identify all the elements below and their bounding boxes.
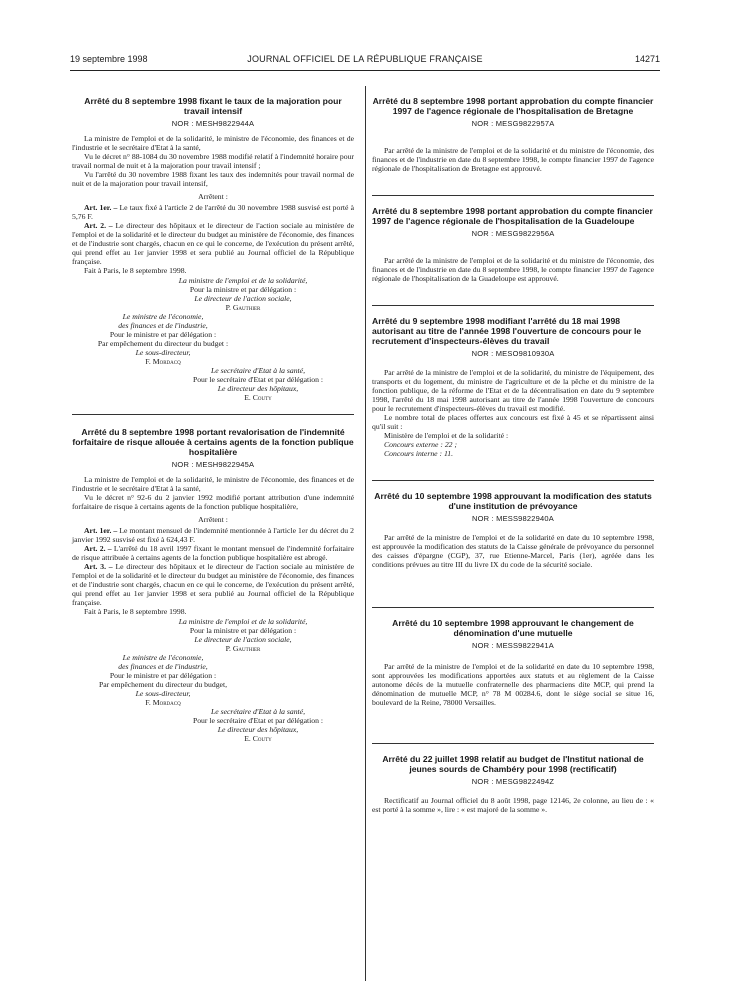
column-divider: [365, 86, 366, 981]
article-separator: [372, 305, 654, 306]
right-column: [372, 96, 654, 814]
signature-line: La ministre de l'emploi et de la solidarité,: [178, 617, 308, 626]
nor-reference: NOR : MESH9822944A: [171, 119, 255, 128]
article-2: [72, 221, 354, 266]
paragraph: Par arrêté de la ministre de l'emploi et de la solidarité en date du 10 septembre 1998, est approuvée la modification des statuts de la Caisse générale de prévoyance du personnel des caisses d'épargne (CGP), 37, rue Etienne-Marcel, Paris (1er), agréée dans les conditions prévues au titre III du livre IX du code de la sécurité sociale.: [372, 533, 654, 569]
article-indemnite-risque: [72, 427, 354, 743]
article-denomination-mutuelle: [372, 618, 654, 707]
signature-line: Le sous-directeur,: [135, 348, 191, 357]
article-institution-prevoyance: [372, 491, 654, 569]
signature-line: Le directeur des hôpitaux,: [217, 725, 299, 734]
paragraph: Par arrêté de la ministre de l'emploi et de la solidarité et du ministre de l'économie, des finances et de l'industrie en date du 8 septembre 1998, le compte financier 1997 de l'agence régionale de l'hospitalisation de Bretagne est approuvé.: [372, 146, 654, 173]
article-title: Arrêté du 22 juillet 1998 relatif au budget de l'Institut national de jeunes sourds de Chambéry pour 1998 (rectificatif): [382, 754, 644, 774]
article-text: Le taux fixé à l'article 2 de l'arrêté du 30 novembre 1988 susvisé est porté à 5,76 F.: [72, 203, 354, 221]
article-separator: [72, 414, 354, 415]
paragraph: Vu l'arrêté du 30 novembre 1988 fixant les taux des indemnités pour travail normal de nuit et de la majoration pour travail intensif,: [72, 170, 354, 188]
header-rule: [70, 70, 660, 71]
article-label: Art. 2. –: [84, 544, 112, 553]
fait-a-paris: Fait à Paris, le 8 septembre 1998.: [84, 266, 187, 275]
signature-line: La ministre de l'emploi et de la solidarité,: [178, 276, 308, 285]
nor-reference: NOR : MESH9822945A: [171, 460, 255, 469]
nor-reference: NOR : MESO9810930A: [471, 349, 555, 358]
article-institut-jeunes-sourds: [372, 754, 654, 814]
signature-line: Par empêchement du directeur du budget,: [98, 680, 228, 689]
arretent-label: Arrêtent :: [198, 515, 228, 524]
signature-line: Le secrétaire d'Etat à la santé,: [210, 707, 306, 716]
signatory-name: P. Gauthier: [225, 644, 261, 653]
article-title: Arrêté du 8 septembre 1998 portant approbation du compte financier 1997 de l'agence régionale de l'hospitalisation de la Guadeloupe: [372, 206, 653, 226]
left-column: [72, 96, 354, 743]
paragraph: Vu le décret n° 88-1084 du 30 novembre 1988 modifié relatif à l'indemnité horaire pour travail normal de nuit et à la majoration pour travail intensif ;: [72, 152, 354, 170]
signature-line: Pour le ministre et par délégation :: [109, 671, 217, 680]
paragraph: Par arrêté de la ministre de l'emploi et de la solidarité, du ministre de l'équipement, des transports et du logement, du ministre de l'agriculture et de la pêche et du ministre de la fonction publique, de la réforme de l'Etat et de la décentralisation en date du 9 septembre 1998, l'arrêté du 18 mai 1998 autorisant au titre de l'année 1998 l'ouverture de concours pour le recrutement d'inspecteurs-élèves du travail est modifié.: [372, 368, 654, 413]
article-title: Arrêté du 9 septembre 1998 modifiant l'arrêté du 18 mai 1998 autorisant au titre de l'année 1998 l'ouverture de concours pour le recrutement d'inspecteurs-élèves du travail: [372, 316, 642, 346]
article-label: Art. 2. –: [84, 221, 113, 230]
signatory-name: F. Mordacq: [145, 357, 181, 366]
paragraph: Concours interne : 11.: [384, 449, 454, 458]
nor-reference: NOR : MESS9822940A: [472, 514, 554, 523]
nor-reference: NOR : MESG9822956A: [471, 229, 555, 238]
article-separator: [372, 195, 654, 196]
paragraph: Le nombre total de places offertes aux concours est fixé à 45 et se répartissent ainsi qu'il suit :: [372, 413, 654, 431]
article-label: Art. 3. –: [84, 562, 113, 571]
header-journal-title: JOURNAL OFFICIEL DE LA RÉPUBLIQUE FRANÇAISE: [247, 54, 483, 64]
article-text: Le montant mensuel de l'indemnité mentionnée à l'article 1er du décret du 2 janvier 1992 susvisé est fixé à 624,43 F.: [72, 526, 354, 544]
article-concours-inspecteurs: [372, 316, 654, 458]
fait-a-paris: Fait à Paris, le 8 septembre 1998.: [84, 607, 187, 616]
article-separator: [372, 480, 654, 481]
signature-line: Le sous-directeur,: [135, 689, 191, 698]
nor-reference: NOR : MESG9822957A: [471, 119, 555, 128]
article-3: [72, 562, 354, 607]
signatory-name: P. Gauthier: [225, 303, 261, 312]
article-1: [72, 203, 354, 221]
article-separator: [372, 743, 654, 744]
signature-line: Le ministre de l'économie,: [122, 653, 204, 662]
header-page-number: 14271: [634, 54, 660, 64]
signature-line: des finances et de l'industrie,: [118, 321, 208, 330]
signature-line: Le directeur de l'action sociale,: [194, 294, 292, 303]
article-title: Arrêté du 8 septembre 1998 portant revalorisation de l'indemnité forfaitaire de risque allouée à certains agents de la fonction publique hospitalière: [72, 427, 354, 457]
article-1: [72, 526, 354, 544]
signatory-name: E. Couty: [244, 734, 272, 743]
signatory-name: F. Mordacq: [145, 698, 181, 707]
header-date: 19 septembre 1998: [70, 54, 148, 64]
article-compte-financier-guadeloupe: [372, 206, 654, 283]
signatures: [72, 276, 354, 402]
article-majoration-travail-intensif: [72, 96, 354, 402]
paragraph: La ministre de l'emploi et de la solidarité, le ministre de l'économie, des finances et de l'industrie et le secrétaire d'Etat à la santé,: [72, 475, 354, 493]
arretent-label: Arrêtent :: [198, 192, 228, 201]
article-title: Arrêté du 10 septembre 1998 approuvant le changement de dénomination d'une mutuelle: [392, 618, 634, 638]
signatures: [72, 617, 354, 743]
signature-line: Le ministre de l'économie,: [122, 312, 204, 321]
article-label: Art. 1er. –: [84, 203, 118, 212]
paragraph: Concours externe : 22 ;: [384, 440, 458, 449]
article-2: [72, 544, 354, 562]
article-title: Arrêté du 8 septembre 1998 portant approbation du compte financier 1997 de l'agence régionale de l'hospitalisation de Bretagne: [372, 96, 654, 116]
signature-line: Le secrétaire d'Etat à la santé,: [210, 366, 306, 375]
signature-line: Le directeur de l'action sociale,: [194, 635, 292, 644]
signature-line: Pour le ministre et par délégation :: [109, 330, 217, 339]
article-title: Arrêté du 10 septembre 1998 approuvant la modification des statuts d'une institution de prévoyance: [374, 491, 652, 511]
signature-line: Le directeur des hôpitaux,: [217, 384, 299, 393]
signature-line: Pour le secrétaire d'Etat et par délégation :: [192, 375, 324, 384]
signature-line: Pour le secrétaire d'Etat et par délégation :: [192, 716, 324, 725]
page-header: [70, 54, 660, 68]
signatory-name: E. Couty: [244, 393, 272, 402]
article-separator: [372, 607, 654, 608]
article-text: Le directeur des hôpitaux et le directeur de l'action sociale au ministère de l'emploi et de la solidarité et le directeur du budget au ministère de l'économie, des finances et de l'industrie sont chargés, chacun en ce qui le concerne, de l'exécution du présent arrêté, qui prend effet au 1er janvier 1998 et sera publié au Journal officiel de la République française.: [72, 221, 354, 266]
paragraph: Vu le décret n° 92-6 du 2 janvier 1992 modifié portant attribution d'une indemnité forfaitaire de risque à certains agents de la fonction publique hospitalière,: [72, 493, 354, 511]
paragraph: Rectificatif au Journal officiel du 8 août 1998, page 12146, 2e colonne, au lieu de : « est porté à la somme », lire : « est majoré de la somme ».: [372, 796, 654, 814]
paragraph: La ministre de l'emploi et de la solidarité, le ministre de l'économie, des finances et de l'industrie et le secrétaire d'Etat à la santé,: [72, 134, 354, 152]
signature-line: Par empêchement du directeur du budget :: [97, 339, 229, 348]
paragraph: Par arrêté de la ministre de l'emploi et de la solidarité et du ministre de l'économie, des finances et de l'industrie en date du 8 septembre 1998, le compte financier 1997 de l'agence régionale de l'hospitalisation de la Guadeloupe est approuvé.: [372, 256, 654, 283]
article-title: Arrêté du 8 septembre 1998 fixant le taux de la majoration pour travail intensif: [84, 96, 342, 116]
article-compte-financier-bretagne: [372, 96, 654, 173]
article-text: L'arrêté du 18 avril 1997 fixant le montant mensuel de l'indemnité forfaitaire de risque attribuée à certains agents de la fonction publique hospitalière est abrogé.: [72, 544, 355, 562]
article-text: Le directeur des hôpitaux et le directeur de l'action sociale au ministère de l'emploi et de la solidarité et le directeur du budget au ministère de l'économie, des finances et de l'industrie sont chargés, chacun en ce qui le concerne, de l'exécution du présent arrêté, qui prend effet au 1er janvier 1998 et sera publié au Journal officiel de la République française.: [72, 562, 354, 607]
signature-line: des finances et de l'industrie,: [118, 662, 208, 671]
nor-reference: NOR : MESG9822494Z: [471, 777, 555, 786]
signature-line: Pour la ministre et par délégation :: [189, 626, 297, 635]
signature-line: Pour la ministre et par délégation :: [189, 285, 297, 294]
nor-reference: NOR : MESS9822941A: [472, 641, 554, 650]
paragraph: Par arrêté de la ministre de l'emploi et de la solidarité en date du 10 septembre 1998, sont approuvées les modifications apportées aux statuts et au règlement de la Caisse autonome décès de la mutuelle confraternelle des pharmaciens dite MCP, qui prend la dénomination de mutuelle MCP, n° 78 M 00284.6, dont le siège social se situe 16, boulevard de la Reine, 78000 Versailles.: [372, 662, 654, 707]
paragraph: Ministère de l'emploi et de la solidarité :: [384, 431, 509, 440]
article-label: Art. 1er. –: [84, 526, 118, 535]
